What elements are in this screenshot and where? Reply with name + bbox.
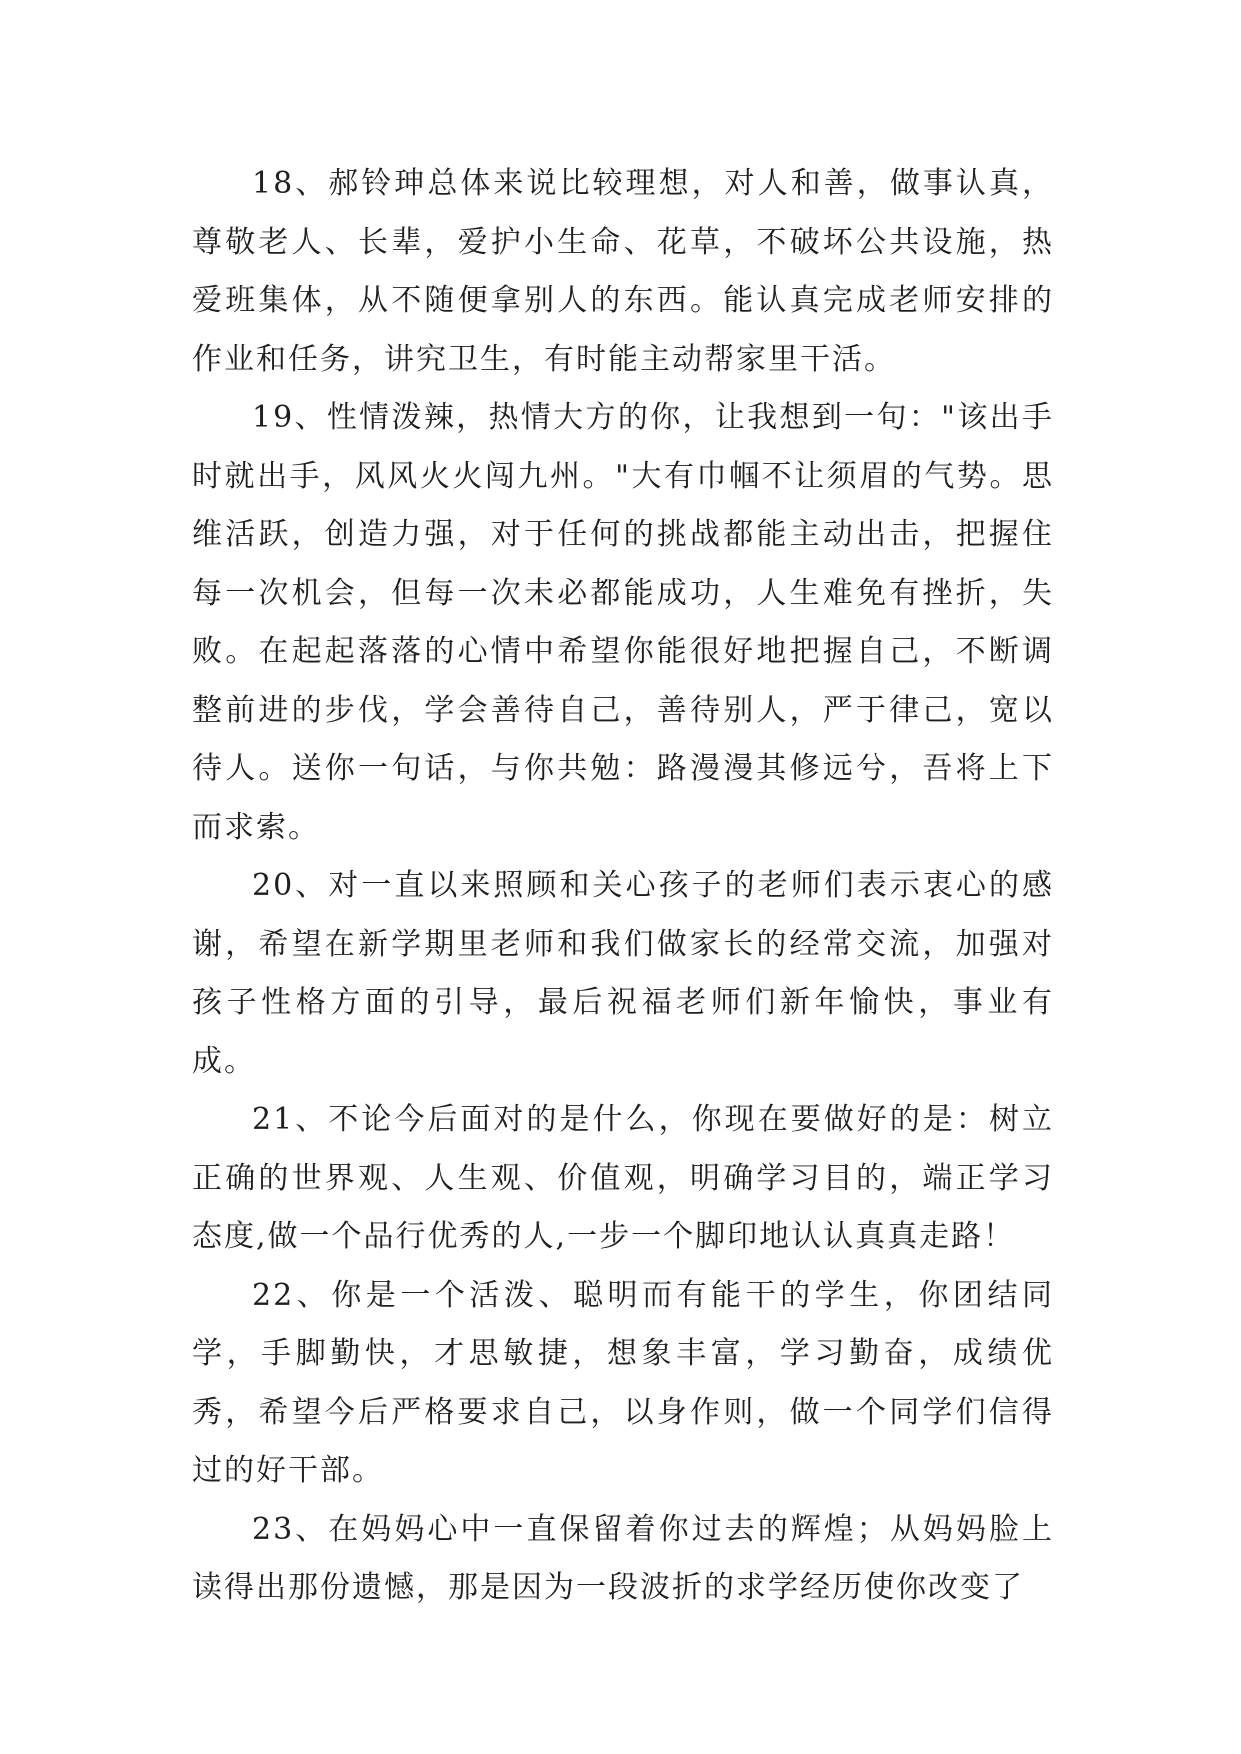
- paragraph-21: 21、不论今后面对的是什么，你现在要做好的是：树立正确的世界观、人生观、价值观，明确学习目的，端正学习态度,做一个品行优秀的人,一步一个脚印地认认真真走路！: [192, 1102, 1054, 1254]
- document-page: [192, 155, 1054, 1618]
- paragraph-23: 23、在妈妈心中一直保留着你过去的辉煌；从妈妈脸上读得出那份遗憾，那是因为一段波折的求学经历使你改变了: [192, 1511, 1054, 1605]
- paragraph-19: 19、性情泼辣，热情大方的你，让我想到一句："该出手时就出手，风风火火闯九州。"大有巾帼不让须眉的气势。思维活跃，创造力强，对于任何的挑战都能主动出击，把握住每一次机会，但每一次未必都能成功，人生难免有挫折，失败。在起起落落的心情中希望你能很好地把握自己，不断调整前进的步伐，学会善待自己，善待别人，严于律己，宽以待人。送你一句话，与你共勉：路漫漫其修远兮，吾将上下而求索。: [192, 400, 1054, 845]
- paragraph-20: 20、对一直以来照顾和关心孩子的老师们表示衷心的感谢，希望在新学期里老师和我们做家长的经常交流，加强对孩子性格方面的引导，最后祝福老师们新年愉快，事业有成。: [192, 868, 1054, 1079]
- paragraph-18: 18、郝铃珅总体来说比较理想，对人和善，做事认真，尊敬老人、长辈，爱护小生命、花草，不破坏公共设施，热爱班集体，从不随便拿别人的东西。能认真完成老师安排的作业和任务，讲究卫生，有时能主动帮家里干活。: [192, 166, 1054, 377]
- paragraph-22: 22、你是一个活泼、聪明而有能干的学生，你团结同学，手脚勤快，才思敏捷，想象丰富，学习勤奋，成绩优秀，希望今后严格要求自己，以身作则，做一个同学们信得过的好干部。: [192, 1277, 1054, 1488]
